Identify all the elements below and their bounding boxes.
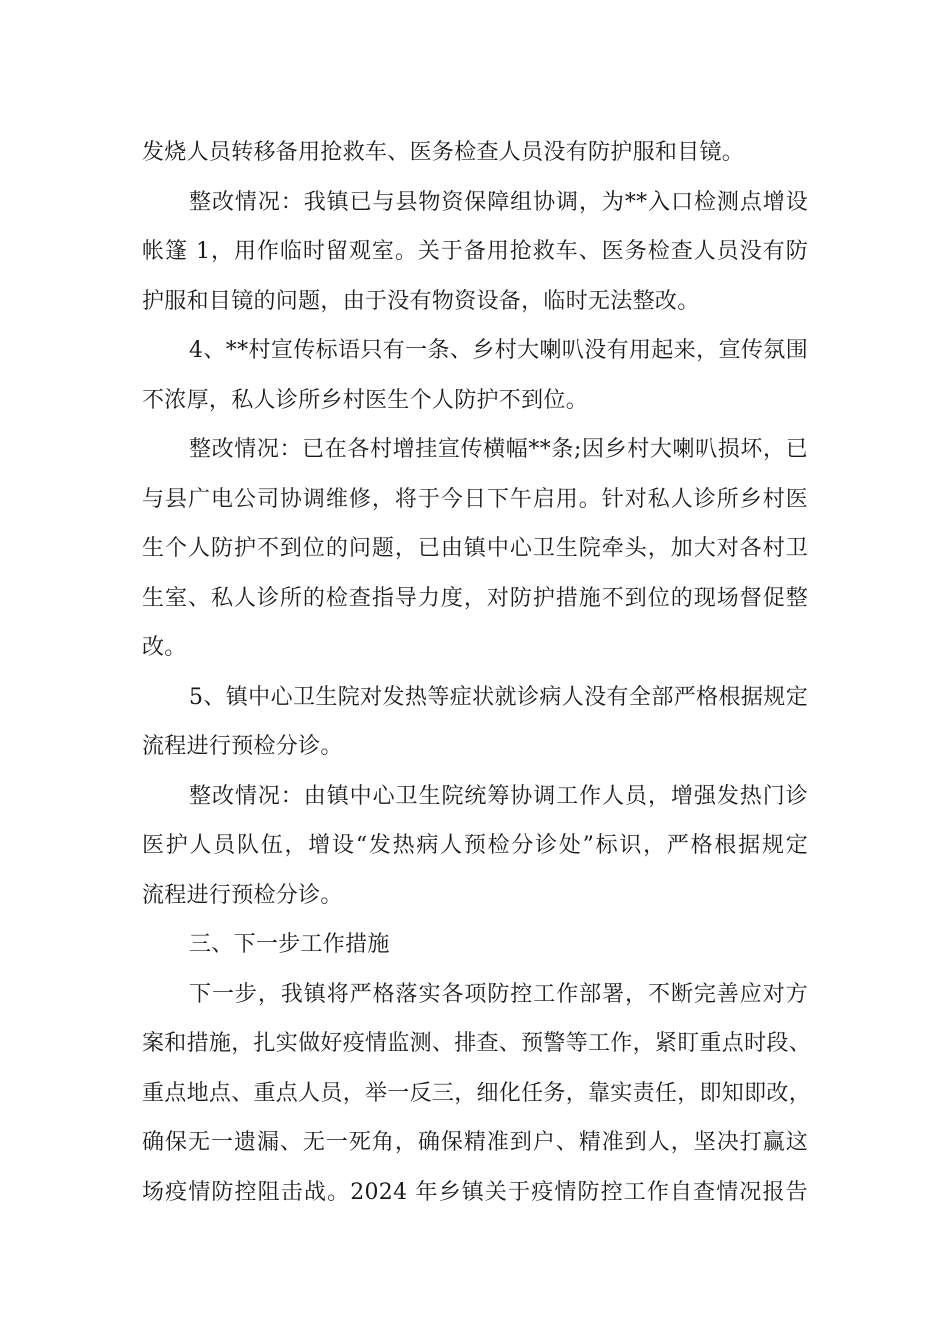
paragraph-line: 生个人防护不到位的问题，已由镇中心卫生院牵头，加大对各村卫	[142, 536, 808, 561]
paragraph-line: 生室、私人诊所的检查指导力度，对防护措施不到位的现场督促整	[142, 585, 808, 611]
paragraph-line: 发烧人员转移备用抢救车、医务检查人员没有防护服和目镜。	[142, 140, 745, 165]
paragraph-line: 整改情况：由镇中心卫生院统筹协调工作人员，增强发热门诊	[189, 783, 808, 809]
paragraph-line: 护服和目镜的问题，由于没有物资设备，临时无法整改。	[142, 288, 700, 314]
paragraph-line: 整改情况：已在各村增挂宣传横幅**条;因乡村大喇叭损坏，已	[189, 437, 808, 462]
paragraph-line: 流程进行预检分诊。	[142, 882, 343, 908]
section-heading: 三、下一步工作措施	[189, 932, 390, 957]
paragraph-line: 帐篷 1，用作临时留观室。关于备用抢救车、医务检查人员没有防	[142, 239, 808, 264]
paragraph-line: 改。	[142, 635, 187, 660]
paragraph-line: 5、镇中心卫生院对发热等症状就诊病人没有全部严格根据规定	[189, 684, 808, 710]
paragraph-line: 案和措施，扎实做好疫情监测、排查、预警等工作，紧盯重点时段、	[142, 1031, 812, 1056]
paragraph-line: 4、**村宣传标语只有一条、乡村大喇叭没有用起来，宣传氛围	[189, 338, 808, 363]
paragraph-line: 下一步，我镇将严格落实各项防控工作部署，不断完善应对方	[189, 981, 808, 1007]
paragraph-line: 与县广电公司协调维修，将于今日下午启用。针对私人诊所乡村医	[142, 486, 808, 512]
paragraph-line: 场疫情防控阻击战。2024 年乡镇关于疫情防控工作自查情况报告	[142, 1179, 808, 1205]
paragraph-line: 医护人员队伍，增设“发热病人预检分诊处”标识，严格根据规定	[142, 833, 808, 858]
paragraph-line: 流程进行预检分诊。	[142, 734, 343, 759]
paragraph-line: 整改情况：我镇已与县物资保障组协调，为**入口检测点增设	[189, 189, 808, 215]
paragraph-line: 确保无一遗漏、无一死角，确保精准到户、精准到人，坚决打赢这	[142, 1130, 808, 1155]
paragraph-line: 重点地点、重点人员，举一反三，细化任务，靠实责任，即知即改，	[142, 1080, 812, 1106]
paragraph-line: 不浓厚，私人诊所乡村医生个人防护不到位。	[142, 387, 589, 413]
document-body	[142, 128, 812, 1217]
